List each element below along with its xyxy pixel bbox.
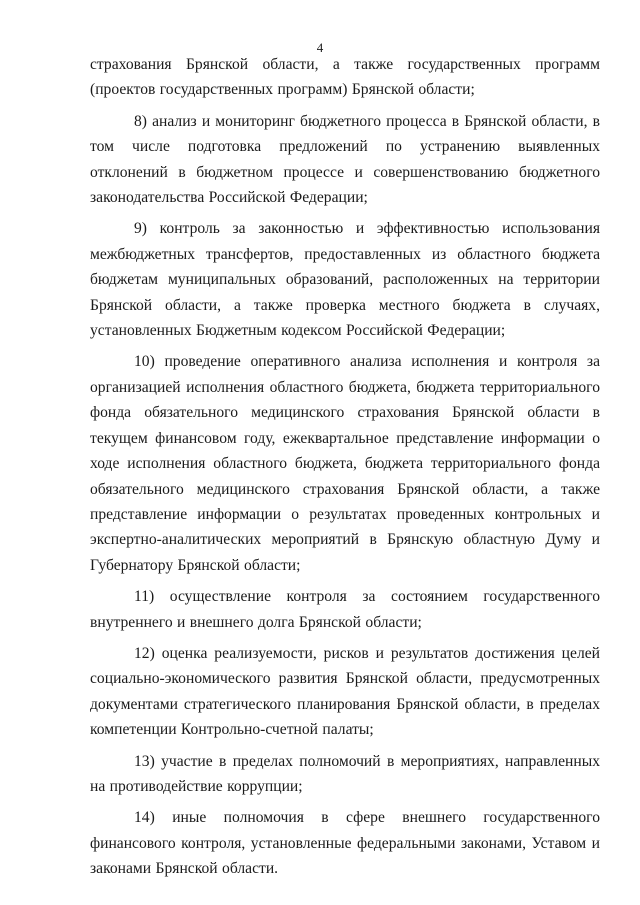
paragraph-item-13: 13) участие в пределах полномочий в мероприятиях, направленных на противодействие коррупции; — [90, 752, 600, 795]
paragraph-item-8: 8) анализ и мониторинг бюджетного процесса в Брянской области, в том числе подготовка предложений по устранению выявленных отклонений в бюджетном процессе и совершенствованию бюджетного законодательства Российской Федерации; — [90, 112, 600, 207]
paragraph-continuation: страхования Брянской области, а также государственных программ (проектов государственных программ) Брянской области; — [90, 56, 600, 99]
paragraph-item-14: 14) иные полномочия в сфере внешнего государственного финансового контроля, установленные федеральными законами, Уставом и законами Брянской области. — [90, 809, 600, 878]
paragraph-item-11: 11) осуществление контроля за состоянием государственного внутреннего и внешнего долга Брянской области; — [90, 588, 600, 631]
paragraph-item-12: 12) оценка реализуемости, рисков и результатов достижения целей социально-экономического развития Брянской области, предусмотренных документами стратегического планирования Брянской области, в пределах компетенции Контрольно-счетной палаты; — [90, 644, 600, 739]
paragraph-item-10: 10) проведение оперативного анализа исполнения и контроля за организацией исполнения областного бюджета, бюджета территориального фонда обязательного медицинского страхования Брянской области в текущем финансовом году, ежеквартальное представление информации о ходе исполнения областного бюджета, бюджета территориального фонда обязательного медицинского страхования Брянской области, а также представление информации о результатах проведенных контрольных и экспертно-аналитических мероприятий в Брянскую областную Думу и Губернатору Брянской области; — [90, 353, 600, 574]
document-body — [90, 52, 600, 882]
paragraph-item-9: 9) контроль за законностью и эффективностью использования межбюджетных трансфертов, предоставленных из областного бюджета бюджетам муниципальных образований, расположенных на территории Брянской области, а также проверка местного бюджета в случаях, установленных Бюджетным кодексом Российской Федерации; — [90, 220, 600, 340]
page-number: 4 — [316, 40, 324, 55]
